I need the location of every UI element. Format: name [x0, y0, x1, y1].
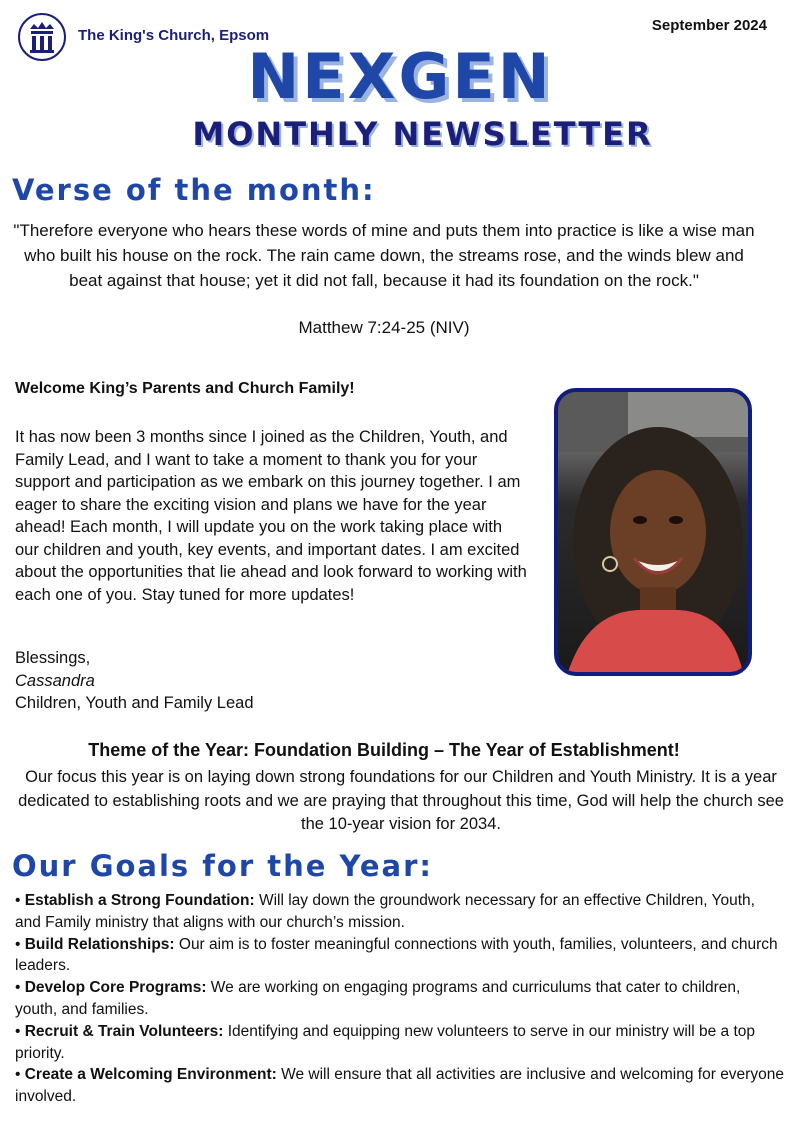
lead-portrait-photo [554, 388, 752, 676]
signature-role: Children, Youth and Family Lead [15, 694, 254, 712]
verse-reference: Matthew 7:24-25 (NIV) [298, 318, 470, 337]
goals-heading: Our Goals for the Year: [12, 849, 433, 883]
theme-title: Theme of the Year: Foundation Building – The Year of Establishment! [88, 740, 680, 760]
verse-heading: Verse of the month: [12, 173, 376, 207]
issue-date: September 2024 [651, 17, 767, 34]
list-item: • Establish a Strong Foundation: Will lay down the groundwork necessary for an effective Children, Youth, and Family ministry that aligns with our church’s mission. [15, 892, 755, 931]
signoff [15, 647, 254, 715]
verse-text: "Therefore everyone who hears these words of mine and puts them into practice is like a wise man who built his house on the rock. The rain came down, the streams rose, and the winds blew and beat against that house; yet it did not fall, because it had its foundation on the rock." [13, 221, 755, 290]
list-item: • Build Relationships: Our aim is to foster meaningful connections with youth, families, volunteers, and church leaders. [15, 935, 778, 975]
list-item: • Develop Core Programs: We are working on engaging programs and curriculums that cater to children, youth, and families. [15, 979, 741, 1018]
welcome-body: It has now been 3 months since I joined as the Children, Youth, and Family Lead, and I want to take a moment to thank you for your support and participation as we embark on this journey together. I am eager to share the exciting vision and plans we have for the year ahead! Each month, I will update you on the work taking place with our children and youth, key events, and important dates. I am excited about the opportunities that lie ahead and look forward to working with each one of you. Stay tuned for more updates! [15, 428, 527, 604]
newsletter-title: NEXGEN [247, 40, 553, 113]
welcome-title: Welcome King’s Parents and Church Family! [15, 380, 355, 397]
signature: Cassandra [15, 671, 95, 690]
goals-list [15, 890, 785, 1108]
list-item: • Recruit & Train Volunteers: Identifying and equipping new volunteers to serve in our ministry will be a top priority. [15, 1022, 756, 1062]
list-item: • Create a Welcoming Environment: We will ensure that all activities are inclusive and welcoming for everyone involved. [15, 1066, 784, 1106]
closing: Blessings, [15, 649, 91, 667]
church-name: The King's Church, Epsom [78, 27, 270, 44]
newsletter-subtitle: MONTHLY NEWSLETTER [192, 115, 653, 153]
theme-body: Our focus this year is on laying down strong foundations for our Children and Youth Ministry. It is a year dedicated to establishing roots and we are praying that throughout this time, God will help the church see the 10-year vision for 2034. [18, 768, 784, 833]
